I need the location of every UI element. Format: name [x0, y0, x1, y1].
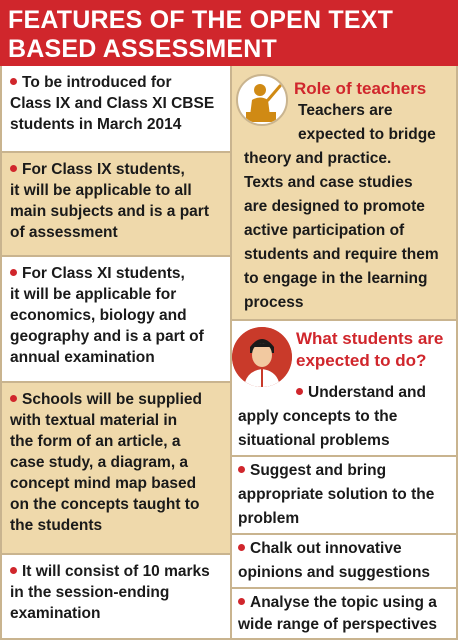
- left-item-3: For Class XI students, it will be applicable for economics, biology and geography and is a part of annual examination: [2, 257, 230, 381]
- left-item-1: To be introduced for Class IX and Class XI CBSE students in March 2014: [2, 66, 230, 152]
- teachers-text-5: are designed to promote: [244, 198, 425, 215]
- student-item-1-line-3: situational problems: [238, 432, 390, 449]
- student-item-2-line-3: problem: [238, 510, 300, 527]
- bullet-dot: [238, 544, 245, 551]
- bullet-dot: [10, 395, 17, 402]
- bullet-dot: [238, 466, 245, 473]
- bullet-dot: [10, 567, 17, 574]
- student-item-4-line-2: wide range of perspectives: [238, 616, 437, 633]
- separator: [232, 319, 456, 321]
- bullet-dot: [10, 165, 17, 172]
- student-item-4-line-1: Analyse the topic using a: [238, 592, 437, 613]
- title-line-1: FEATURES OF THE OPEN TEXT: [8, 6, 394, 34]
- separator: [232, 455, 456, 457]
- student-icon: [232, 327, 292, 387]
- students-heading-2: expected to do?: [296, 351, 427, 370]
- teachers-text-7: students and require them: [244, 246, 439, 263]
- bullet-dot: [238, 598, 245, 605]
- teachers-text-6: active participation of: [244, 222, 405, 239]
- student-item-3-line-2: opinions and suggestions: [238, 564, 431, 581]
- student-item-3-line-1: Chalk out innovative: [238, 538, 402, 559]
- student-item-2-line-1: Suggest and bring: [238, 460, 386, 481]
- left-item-4: Schools will be supplied with textual material in the form of an article, a case study, a diagram, a concept mind map based on the concepts taught to the students: [2, 383, 230, 553]
- left-item-5: It will consist of 10 marks in the session-ending examination: [2, 555, 230, 638]
- page-title: [0, 0, 458, 66]
- teachers-text-4: Texts and case studies: [244, 174, 413, 191]
- teacher-icon: [236, 74, 288, 126]
- student-item-1-line-2: apply concepts to the: [238, 408, 398, 425]
- teachers-text-2: expected to bridge: [298, 126, 436, 143]
- title-line-2: BASED ASSESSMENT: [8, 35, 277, 63]
- separator: [232, 587, 456, 589]
- student-item-1-line-1: Understand and: [296, 382, 426, 403]
- bullet-dot: [10, 269, 17, 276]
- teachers-text-1: Teachers are: [298, 102, 393, 119]
- teachers-text-3: theory and practice.: [244, 150, 392, 167]
- left-item-2: For Class IX students, it will be applicable to all main subjects and is a part of assessment: [2, 153, 230, 256]
- teachers-text-9: process: [244, 294, 304, 311]
- teachers-heading: Role of teachers: [294, 79, 427, 98]
- bullet-dot: [10, 78, 17, 85]
- student-item-2-line-2: appropriate solution to the: [238, 486, 435, 503]
- bullet-dot: [296, 388, 303, 395]
- students-heading-1: What students are: [296, 329, 444, 348]
- separator: [232, 533, 456, 535]
- teachers-text-8: to engage in the learning: [244, 270, 428, 287]
